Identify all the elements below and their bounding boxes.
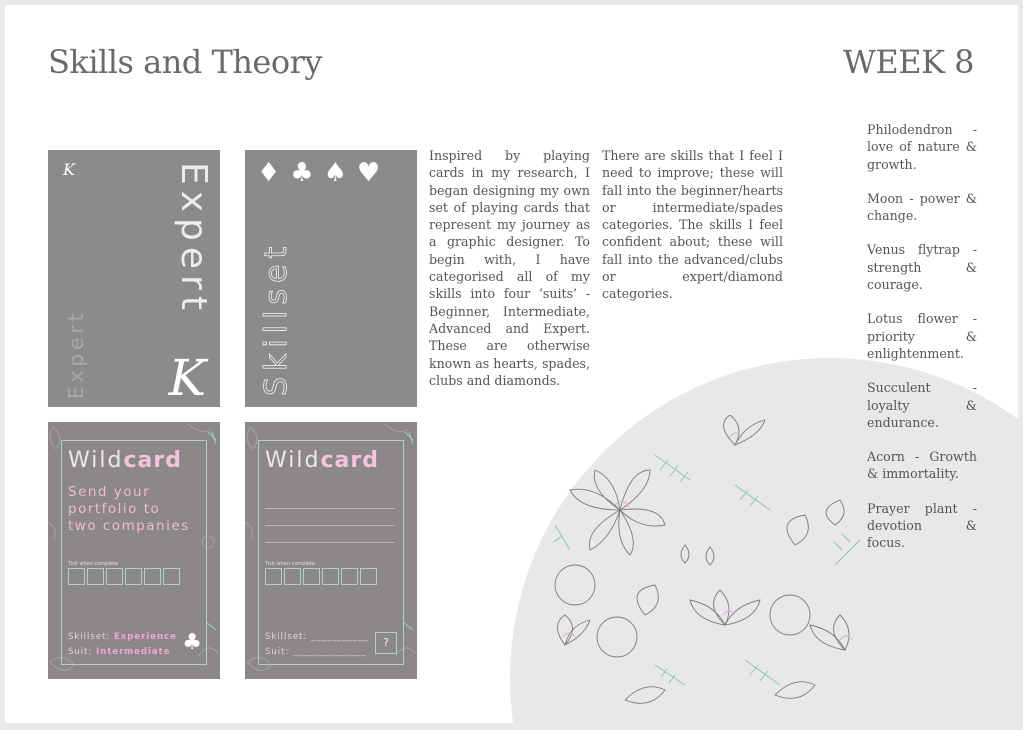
- wildcard-filled-card: [48, 422, 220, 679]
- skillset-row: Skillset: ___________: [265, 632, 369, 642]
- plant-meaning-item: Acorn - Growth & immortality.: [867, 449, 977, 482]
- lotus-icon: [690, 590, 760, 625]
- tick-box: [68, 568, 85, 585]
- plant-meaning-item: Philodendron - love of nature & growth.: [867, 122, 977, 172]
- suit-row: Suit: Intermediate: [68, 647, 171, 657]
- lotus-icon: [724, 415, 765, 445]
- acorn-icon: [681, 545, 689, 563]
- expert-vertical-large: Expert: [173, 162, 214, 316]
- acorn-icon: [706, 547, 714, 565]
- tick-box: [163, 568, 180, 585]
- philodendron-icon: [655, 665, 685, 685]
- tick-box: [265, 568, 282, 585]
- suit-icons: ♦♣♠♥: [257, 158, 391, 188]
- venus-flytrap-icon: [826, 500, 844, 525]
- philodendron-icon: [655, 455, 690, 482]
- skillset-row: Skillset: Experience: [68, 632, 177, 642]
- prayer-plant-icon: [735, 485, 770, 510]
- skillset-vertical: Skillset: [259, 240, 294, 396]
- wildcard-task: Send your portfolio to two companies: [68, 484, 190, 534]
- wildcard-title: Wildcard: [68, 448, 182, 473]
- club-icon: ♣: [182, 630, 202, 655]
- leaf-icon: [775, 682, 815, 699]
- question-box: ?: [375, 632, 397, 654]
- moon-icon: [555, 565, 595, 605]
- wildcard-blank-card: [245, 422, 417, 679]
- tick-box: [303, 568, 320, 585]
- venus-flytrap-icon: [637, 585, 658, 615]
- tick-boxes: [265, 568, 377, 585]
- skillset-card: [245, 150, 417, 407]
- tick-box: [322, 568, 339, 585]
- page-title: Skills and Theory: [48, 43, 322, 81]
- plant-meaning-item: Succulent - loyalty & endurance.: [867, 380, 977, 430]
- moon-icon: [770, 595, 810, 635]
- tick-label: Tick when complete: [265, 561, 315, 567]
- moon-icon: [597, 617, 637, 657]
- leaf-icon: [625, 687, 665, 704]
- week-label: WEEK 8: [842, 43, 974, 81]
- card-big-letter: K: [168, 349, 206, 407]
- blank-task-lines: [265, 492, 395, 543]
- expert-card: [48, 150, 220, 407]
- tick-box: [144, 568, 161, 585]
- wildcard-title: Wildcard: [265, 448, 379, 473]
- tick-box: [284, 568, 301, 585]
- venus-flytrap-icon: [554, 525, 570, 550]
- expert-vertical-small: Expert: [64, 309, 88, 399]
- succulent-icon: [570, 470, 665, 555]
- tick-box: [360, 568, 377, 585]
- prayer-plant-icon: [745, 660, 780, 685]
- plant-meaning-item: Moon - power & change.: [867, 190, 977, 224]
- suit-row: Suit: ______________: [265, 647, 367, 657]
- plant-meaning-item: Prayer plant - devotion & focus.: [867, 500, 977, 551]
- tick-box: [87, 568, 104, 585]
- plant-meaning-item: Venus flytrap - strength & courage.: [867, 242, 977, 293]
- tick-box: [106, 568, 123, 585]
- philodendron-icon: [834, 534, 860, 565]
- card-corner-letter: K: [63, 160, 75, 179]
- venus-flytrap-icon: [787, 515, 808, 545]
- skills-paragraph: There are skills that I feel I need to improve; these will fall into the beginner/hearts or intermediate/spades categories. The skills I feel confident about; these will fall into the advanced/clubs or expert/diamond categories.: [602, 148, 783, 302]
- botanical-illustration: [535, 415, 875, 723]
- plant-meaning-item: Lotus flower - priority & enlightenment.: [867, 311, 977, 361]
- page: [5, 5, 1018, 723]
- tick-box: [125, 568, 142, 585]
- plant-meanings-list: [867, 121, 977, 569]
- lotus-icon: [558, 615, 591, 645]
- lotus-icon: [810, 615, 849, 650]
- tick-label: Tick when complete: [68, 561, 118, 567]
- tick-box: [341, 568, 358, 585]
- intro-paragraph: Inspired by playing cards in my research, I began designing my own set of playing cards that represent my journey as a graphic designer. To begin with, I have categorised all of my skills into four ‘suits’ - Beginner, Intermediate, Advanced and Expert. These are otherwise known as hearts, spades, clubs and diamonds.: [429, 148, 590, 388]
- tick-boxes: [68, 568, 180, 585]
